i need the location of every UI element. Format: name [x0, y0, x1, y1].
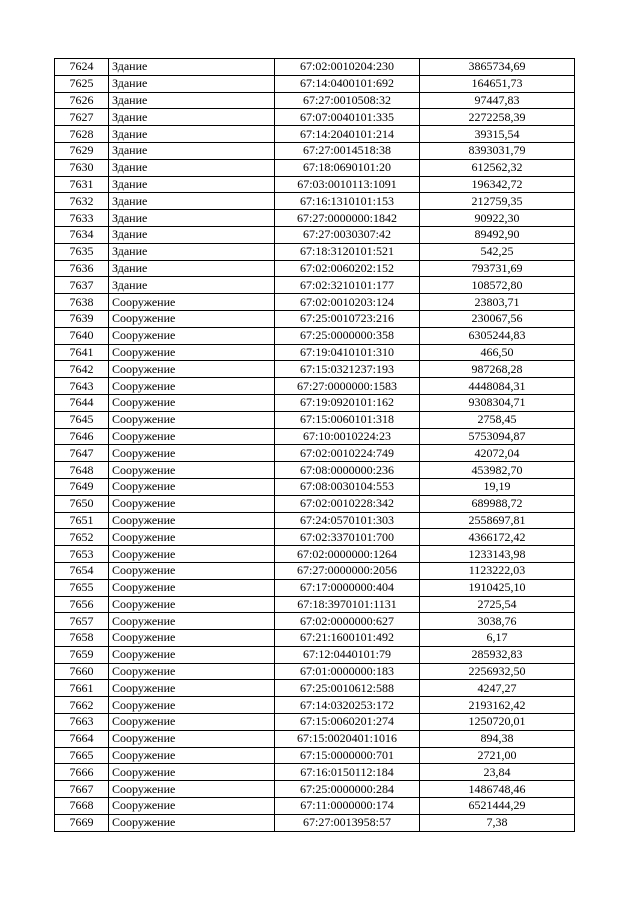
row-number-cell: 7665 [55, 747, 109, 764]
cadastral-value-cell: 42072,04 [420, 445, 575, 462]
table-row [55, 92, 575, 109]
row-number-cell: 7668 [55, 798, 109, 815]
cadastral-value-cell: 894,38 [420, 730, 575, 747]
row-number-cell: 7632 [55, 193, 109, 210]
object-type-cell: Сооружение [109, 462, 275, 479]
cadastral-number-cell: 67:25:0010612:588 [275, 680, 420, 697]
row-number-cell: 7643 [55, 378, 109, 395]
table-row [55, 394, 575, 411]
cadastral-number-cell: 67:24:0570101:303 [275, 512, 420, 529]
object-type-cell: Здание [109, 210, 275, 227]
object-type-cell: Сооружение [109, 579, 275, 596]
object-type-cell: Сооружение [109, 394, 275, 411]
row-number-cell: 7653 [55, 546, 109, 563]
object-type-cell: Сооружение [109, 428, 275, 445]
table-row [55, 663, 575, 680]
row-number-cell: 7634 [55, 226, 109, 243]
table-row [55, 546, 575, 563]
object-type-cell: Сооружение [109, 495, 275, 512]
object-type-cell: Здание [109, 176, 275, 193]
row-number-cell: 7660 [55, 663, 109, 680]
table-row [55, 714, 575, 731]
cadastral-number-cell: 67:17:0000000:404 [275, 579, 420, 596]
object-type-cell: Здание [109, 159, 275, 176]
object-type-cell: Сооружение [109, 730, 275, 747]
object-type-cell: Сооружение [109, 344, 275, 361]
cadastral-value-cell: 164651,73 [420, 75, 575, 92]
cadastral-number-cell: 67:18:3970101:1131 [275, 596, 420, 613]
row-number-cell: 7631 [55, 176, 109, 193]
table-row [55, 294, 575, 311]
table-row [55, 75, 575, 92]
cadastral-number-cell: 67:02:0000000:1264 [275, 546, 420, 563]
row-number-cell: 7637 [55, 277, 109, 294]
table-row [55, 310, 575, 327]
row-number-cell: 7638 [55, 294, 109, 311]
row-number-cell: 7659 [55, 646, 109, 663]
cadastral-value-cell: 1486748,46 [420, 781, 575, 798]
cadastral-number-cell: 67:16:1310101:153 [275, 193, 420, 210]
table-row [55, 159, 575, 176]
row-number-cell: 7669 [55, 814, 109, 831]
cadastral-number-cell: 67:14:2040101:214 [275, 126, 420, 143]
cadastral-number-cell: 67:08:0030104:553 [275, 478, 420, 495]
row-number-cell: 7644 [55, 394, 109, 411]
table-row [55, 814, 575, 831]
object-type-cell: Здание [109, 243, 275, 260]
object-type-cell: Сооружение [109, 798, 275, 815]
cadastral-value-cell: 285932,83 [420, 646, 575, 663]
cadastral-value-cell: 4247,27 [420, 680, 575, 697]
cadastral-value-cell: 9308304,71 [420, 394, 575, 411]
row-number-cell: 7635 [55, 243, 109, 260]
object-type-cell: Здание [109, 92, 275, 109]
cadastral-number-cell: 67:02:0010203:124 [275, 294, 420, 311]
cadastral-number-cell: 67:21:1600101:492 [275, 630, 420, 647]
row-number-cell: 7629 [55, 142, 109, 159]
cadastral-number-cell: 67:27:0030307:42 [275, 226, 420, 243]
cadastral-value-cell: 5753094,87 [420, 428, 575, 445]
cadastral-value-cell: 793731,69 [420, 260, 575, 277]
cadastral-value-cell: 212759,35 [420, 193, 575, 210]
row-number-cell: 7663 [55, 714, 109, 731]
table-row [55, 210, 575, 227]
object-type-cell: Сооружение [109, 327, 275, 344]
cadastral-value-cell: 2758,45 [420, 411, 575, 428]
cadastral-number-cell: 67:15:0060101:318 [275, 411, 420, 428]
cadastral-number-cell: 67:14:0400101:692 [275, 75, 420, 92]
cadastral-value-cell: 689988,72 [420, 495, 575, 512]
object-type-cell: Сооружение [109, 546, 275, 563]
cadastral-number-cell: 67:11:0000000:174 [275, 798, 420, 815]
cadastral-number-cell: 67:27:0013958:57 [275, 814, 420, 831]
row-number-cell: 7655 [55, 579, 109, 596]
cadastral-number-cell: 67:03:0010113:1091 [275, 176, 420, 193]
cadastral-number-cell: 67:27:0014518:38 [275, 142, 420, 159]
row-number-cell: 7626 [55, 92, 109, 109]
cadastral-value-cell: 4366172,42 [420, 529, 575, 546]
cadastral-value-cell: 612562,32 [420, 159, 575, 176]
cadastral-value-cell: 6521444,29 [420, 798, 575, 815]
object-type-cell: Здание [109, 193, 275, 210]
object-type-cell: Сооружение [109, 478, 275, 495]
row-number-cell: 7649 [55, 478, 109, 495]
table-row [55, 512, 575, 529]
cadastral-value-cell: 19,19 [420, 478, 575, 495]
object-type-cell: Сооружение [109, 814, 275, 831]
cadastral-value-cell: 1910425,10 [420, 579, 575, 596]
object-type-cell: Здание [109, 126, 275, 143]
row-number-cell: 7667 [55, 781, 109, 798]
row-number-cell: 7646 [55, 428, 109, 445]
cadastral-number-cell: 67:27:0000000:1583 [275, 378, 420, 395]
table-row [55, 378, 575, 395]
table-row [55, 226, 575, 243]
object-type-cell: Сооружение [109, 747, 275, 764]
cadastral-value-cell: 1123222,03 [420, 562, 575, 579]
cadastral-number-cell: 67:02:0010204:230 [275, 59, 420, 76]
cadastral-value-cell: 23803,71 [420, 294, 575, 311]
row-number-cell: 7658 [55, 630, 109, 647]
table-row [55, 596, 575, 613]
row-number-cell: 7627 [55, 109, 109, 126]
cadastral-number-cell: 67:15:0060201:274 [275, 714, 420, 731]
object-type-cell: Здание [109, 277, 275, 294]
table-row [55, 680, 575, 697]
cadastral-value-cell: 1233143,98 [420, 546, 575, 563]
object-type-cell: Сооружение [109, 714, 275, 731]
table-row [55, 613, 575, 630]
table-row [55, 344, 575, 361]
cadastral-value-cell: 6305244,83 [420, 327, 575, 344]
cadastral-number-cell: 67:02:0010228:342 [275, 495, 420, 512]
table-row [55, 176, 575, 193]
object-type-cell: Здание [109, 142, 275, 159]
row-number-cell: 7661 [55, 680, 109, 697]
cadastral-value-cell: 2721,00 [420, 747, 575, 764]
row-number-cell: 7652 [55, 529, 109, 546]
cadastral-number-cell: 67:12:0440101:79 [275, 646, 420, 663]
table-row [55, 529, 575, 546]
cadastral-value-cell: 23,84 [420, 764, 575, 781]
row-number-cell: 7650 [55, 495, 109, 512]
cadastral-number-cell: 67:25:0010723:216 [275, 310, 420, 327]
cadastral-value-cell: 230067,56 [420, 310, 575, 327]
table-row [55, 781, 575, 798]
table-row [55, 59, 575, 76]
row-number-cell: 7662 [55, 697, 109, 714]
object-type-cell: Сооружение [109, 596, 275, 613]
table-row [55, 730, 575, 747]
table-row [55, 411, 575, 428]
table-row [55, 630, 575, 647]
cadastral-value-cell: 466,50 [420, 344, 575, 361]
cadastral-value-cell: 1250720,01 [420, 714, 575, 731]
table-row [55, 243, 575, 260]
cadastral-value-cell: 987268,28 [420, 361, 575, 378]
table-row [55, 495, 575, 512]
table-row [55, 142, 575, 159]
cadastral-value-cell: 108572,80 [420, 277, 575, 294]
cadastral-number-cell: 67:02:3210101:177 [275, 277, 420, 294]
object-type-cell: Сооружение [109, 663, 275, 680]
cadastral-value-cell: 6,17 [420, 630, 575, 647]
cadastral-number-cell: 67:10:0010224:23 [275, 428, 420, 445]
cadastral-value-cell: 8393031,79 [420, 142, 575, 159]
cadastral-value-cell: 2193162,42 [420, 697, 575, 714]
table-row [55, 462, 575, 479]
object-type-cell: Сооружение [109, 697, 275, 714]
cadastral-value-cell: 90922,30 [420, 210, 575, 227]
object-type-cell: Сооружение [109, 310, 275, 327]
object-type-cell: Сооружение [109, 613, 275, 630]
cadastral-number-cell: 67:27:0000000:2056 [275, 562, 420, 579]
object-type-cell: Сооружение [109, 378, 275, 395]
cadastral-number-cell: 67:18:0690101:20 [275, 159, 420, 176]
object-type-cell: Сооружение [109, 646, 275, 663]
object-type-cell: Сооружение [109, 764, 275, 781]
cadastral-value-cell: 2725,54 [420, 596, 575, 613]
table-row [55, 260, 575, 277]
cadastral-number-cell: 67:02:3370101:700 [275, 529, 420, 546]
cadastral-number-cell: 67:02:0060202:152 [275, 260, 420, 277]
cadastral-number-cell: 67:01:0000000:183 [275, 663, 420, 680]
row-number-cell: 7654 [55, 562, 109, 579]
row-number-cell: 7641 [55, 344, 109, 361]
object-type-cell: Здание [109, 59, 275, 76]
object-type-cell: Сооружение [109, 529, 275, 546]
cadastral-value-cell: 4448084,31 [420, 378, 575, 395]
row-number-cell: 7628 [55, 126, 109, 143]
table-row [55, 445, 575, 462]
table-row [55, 126, 575, 143]
row-number-cell: 7666 [55, 764, 109, 781]
object-type-cell: Здание [109, 260, 275, 277]
row-number-cell: 7657 [55, 613, 109, 630]
object-type-cell: Сооружение [109, 781, 275, 798]
table-row [55, 579, 575, 596]
table-row [55, 478, 575, 495]
cadastral-number-cell: 67:25:0000000:284 [275, 781, 420, 798]
cadastral-value-cell: 2558697,81 [420, 512, 575, 529]
cadastral-number-cell: 67:25:0000000:358 [275, 327, 420, 344]
cadastral-number-cell: 67:27:0000000:1842 [275, 210, 420, 227]
object-type-cell: Сооружение [109, 680, 275, 697]
cadastral-value-cell: 2272258,39 [420, 109, 575, 126]
object-type-cell: Сооружение [109, 445, 275, 462]
object-type-cell: Здание [109, 109, 275, 126]
object-type-cell: Здание [109, 226, 275, 243]
object-type-cell: Сооружение [109, 361, 275, 378]
cadastral-value-cell: 3865734,69 [420, 59, 575, 76]
cadastral-value-cell: 39315,54 [420, 126, 575, 143]
cadastral-value-cell: 2256932,50 [420, 663, 575, 680]
cadastral-number-cell: 67:19:0410101:310 [275, 344, 420, 361]
cadastral-number-cell: 67:19:0920101:162 [275, 394, 420, 411]
cadastral-number-cell: 67:14:0320253:172 [275, 697, 420, 714]
cadastral-value-cell: 97447,83 [420, 92, 575, 109]
table-row [55, 277, 575, 294]
row-number-cell: 7645 [55, 411, 109, 428]
object-type-cell: Здание [109, 75, 275, 92]
table-row [55, 109, 575, 126]
row-number-cell: 7640 [55, 327, 109, 344]
registry-table-body [55, 59, 575, 832]
cadastral-number-cell: 67:02:0000000:627 [275, 613, 420, 630]
row-number-cell: 7636 [55, 260, 109, 277]
row-number-cell: 7642 [55, 361, 109, 378]
property-registry-table [54, 58, 575, 832]
table-row [55, 562, 575, 579]
table-row [55, 428, 575, 445]
row-number-cell: 7633 [55, 210, 109, 227]
cadastral-number-cell: 67:16:0150112:184 [275, 764, 420, 781]
cadastral-value-cell: 196342,72 [420, 176, 575, 193]
object-type-cell: Сооружение [109, 630, 275, 647]
object-type-cell: Сооружение [109, 411, 275, 428]
object-type-cell: Сооружение [109, 562, 275, 579]
cadastral-number-cell: 67:27:0010508:32 [275, 92, 420, 109]
object-type-cell: Сооружение [109, 512, 275, 529]
row-number-cell: 7648 [55, 462, 109, 479]
table-row [55, 327, 575, 344]
cadastral-number-cell: 67:15:0321237:193 [275, 361, 420, 378]
row-number-cell: 7656 [55, 596, 109, 613]
cadastral-number-cell: 67:08:0000000:236 [275, 462, 420, 479]
table-row [55, 193, 575, 210]
row-number-cell: 7647 [55, 445, 109, 462]
table-row [55, 361, 575, 378]
row-number-cell: 7664 [55, 730, 109, 747]
row-number-cell: 7639 [55, 310, 109, 327]
cadastral-value-cell: 7,38 [420, 814, 575, 831]
table-row [55, 747, 575, 764]
cadastral-number-cell: 67:15:0020401:1016 [275, 730, 420, 747]
cadastral-number-cell: 67:02:0010224:749 [275, 445, 420, 462]
cadastral-value-cell: 89492,90 [420, 226, 575, 243]
cadastral-value-cell: 542,25 [420, 243, 575, 260]
row-number-cell: 7651 [55, 512, 109, 529]
cadastral-number-cell: 67:18:3120101:521 [275, 243, 420, 260]
cadastral-value-cell: 453982,70 [420, 462, 575, 479]
row-number-cell: 7624 [55, 59, 109, 76]
table-row [55, 697, 575, 714]
table-row [55, 764, 575, 781]
cadastral-number-cell: 67:07:0040101:335 [275, 109, 420, 126]
object-type-cell: Сооружение [109, 294, 275, 311]
row-number-cell: 7625 [55, 75, 109, 92]
cadastral-value-cell: 3038,76 [420, 613, 575, 630]
table-row [55, 798, 575, 815]
row-number-cell: 7630 [55, 159, 109, 176]
table-row [55, 646, 575, 663]
cadastral-number-cell: 67:15:0000000:701 [275, 747, 420, 764]
